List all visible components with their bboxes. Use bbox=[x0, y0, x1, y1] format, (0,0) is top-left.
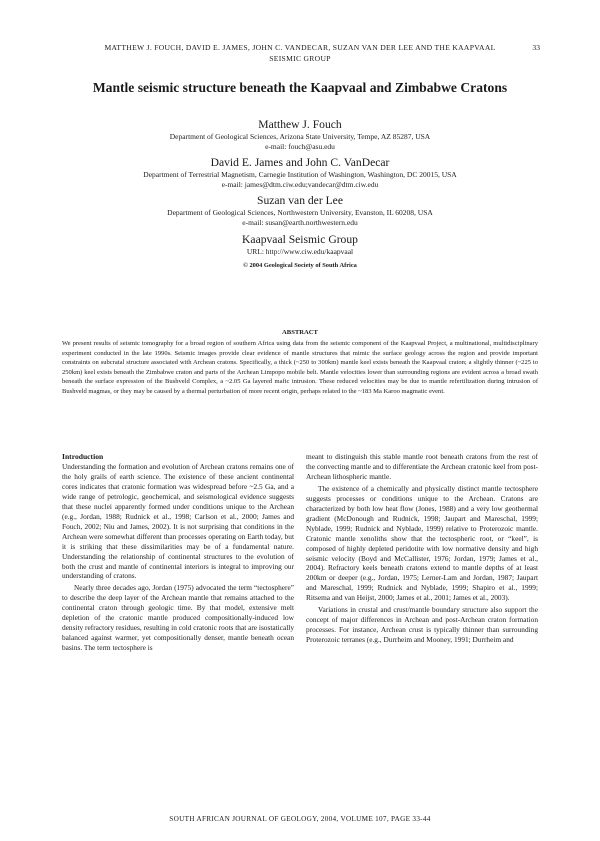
paragraph: Understanding the formation and evolution of Archean cratons remains one of the holy grails of earth science. The existence of these ancient continental cores indicates that cratonic formation was widespread before ~2.5 Ga, and a wide range of petrologic, geochemical, and seismological evidence suggests that these nuclei apparently formed under conditions unique to the Archean (e.g., Jordan, 1988; Rudnick et al., 1998; Carlson et al., 2000; James and Fouch, 2002; Niu and James, 2002). It is not surprising that conditions in the Archean were somewhat different than processes operating on Earth today, but it is striking that these dissimilarities may be of a fundamental nature. Understanding the relationship of continental structures to the evolution of both the crust and mantle of continental interiors is integral to improving our understanding of cratons. bbox=[62, 462, 294, 581]
author-name: David E. James and John C. VanDecar bbox=[210, 156, 390, 170]
paragraph: Variations in crustal and crust/mantle boundary structure also support the concept of major differences in Archean and post-Archean craton formation processes. For instance, Archean crust is typically thinner than surrounding Proterozoic terranes (e.g., Durrheim and Mooney, 1991; Durrheim and bbox=[306, 605, 538, 645]
abstract bbox=[62, 328, 538, 396]
author-email: e-mail: fouch@asu.edu bbox=[265, 141, 335, 151]
page-number: 33 bbox=[532, 43, 540, 52]
paper-title: Mantle seismic structure beneath the Kaapvaal and Zimbabwe Cratons bbox=[92, 80, 508, 95]
section-heading: Introduction bbox=[62, 452, 104, 461]
body-column-left bbox=[62, 452, 294, 655]
author-affiliation: Department of Geological Sciences, Arizona State University, Tempe, AZ 85287, USA bbox=[169, 132, 431, 141]
author-name: Suzan van der Lee bbox=[257, 194, 343, 208]
running-foot: SOUTH AFRICAN JOURNAL OF GEOLOGY, 2004, VOLUME 107, PAGE 33-44 bbox=[169, 815, 431, 823]
paragraph: The existence of a chemically and physically distinct mantle tectosphere suggests processes or conditions unique to the Archean. Cratons are characterized by both low heat flow (Jones, 1988) and a very low geothermal gradient (McDonough and Rudnick, 1998; Jaupart and Mareschal, 1999; Nyblade, 1999; Rudnick and Nyblade, 1999) relative to Proterozoic mantle. Cratonic mantle xenoliths show that the tectospheric root, or “keel”, is composed of highly depleted peridotite with low normative density and high seismic velocity (Boyd and McCallister, 1976; Jordan, 1979; James et al., 2004). Refractory keels beneath cratons extend to mantle depths of at least 200km or deeper (e.g., Jordan, 1975; Lerner-Lam and Jordan, 1987; Jaupart and Mareschal, 1999; Rudnick and Nyblade, 1999; Shapiro et al., 1999; Ritsema and van Heijst, 2000; James et al., 2001; James et al., 2003). bbox=[306, 483, 538, 603]
author-list bbox=[60, 118, 540, 270]
abstract-text: We present results of seismic tomography for a broad region of southern Africa using data from the seismic component of the Kaapvaal Project, a multinational, multidisciplinary experiment conducted in the late 1990s. Seismic images provide clear evidence of mantle structures that mimic the surface geology across the region and provide important constraints on subcratal structure associated with Archean cratons. Specifically, a thick (~250 to 300km) mantle keel exists beneath the Kaapvaal craton; a slightly thinner (~225 to 250km) keel exists beneath the Zimbabwe craton and parts of the Archean Limpopo mobile belt. Mantle velocities lower than surrounding regions are evident across a broad swath beneath the surface expression of the Bushveld Complex, a ~2.05 Ga layered mafic intrusion. These reduced velocities may be due to mantle refertilization during intrusion of Bushveld magmas, or they may be caused by a thermal perturbation of more recent origin, perhaps related to the ~183 Ma Karoo magmatic event. bbox=[62, 340, 538, 395]
author-block bbox=[60, 156, 540, 189]
author-block bbox=[60, 118, 540, 151]
author-email: e-mail: susan@earth.northwestern.edu bbox=[242, 217, 358, 227]
paragraph: Nearly three decades ago, Jordan (1975) advocated the term “tectosphere” to describe the deep layer of the Archean mantle that remains attached to the continental craton through geologic time. By that model, extensive melt depletion of the cratonic mantle produced compositionally-induced low density refractory residues, resulting in cold cratonic roots that are isostatically balanced against warmer, yet compositionally denser, mantle beneath ocean basins. The term tectosphere is bbox=[62, 583, 294, 653]
author-affiliation: Department of Terrestrial Magnetism, Carnegie Institution of Washington, Washington, DC 20015, USA bbox=[143, 170, 457, 180]
paragraph: meant to distinguish this stable mantle root beneath cratons from the rest of the convecting mantle and to differentiate the Archean cratonic keel from post-Archean lithospheric mantle. bbox=[306, 452, 538, 481]
author-name: Kaapvaal Seismic Group bbox=[242, 232, 358, 246]
abstract-heading: ABSTRACT bbox=[282, 329, 318, 336]
author-affiliation: Department of Geological Sciences, Northwestern University, Evanston, IL 60208, USA bbox=[167, 208, 433, 218]
author-name: Matthew J. Fouch bbox=[258, 118, 342, 131]
author-block bbox=[60, 233, 540, 257]
author-block bbox=[60, 194, 540, 227]
running-head: MATTHEW J. FOUCH, DAVID E. JAMES, JOHN C. VANDECAR, SUZAN VAN DER LEE AND THE KAAPVAAL SEISMIC GROUP bbox=[104, 43, 496, 63]
author-email: e-mail: james@dtm.ciw.edu;vandecar@dtm.ciw.edu bbox=[221, 179, 379, 189]
body-column-right bbox=[306, 452, 538, 647]
copyright-notice: © 2004 Geological Society of South Africa bbox=[243, 262, 357, 270]
group-url: URL: http://www.ciw.edu/kaapvaal bbox=[246, 246, 354, 256]
